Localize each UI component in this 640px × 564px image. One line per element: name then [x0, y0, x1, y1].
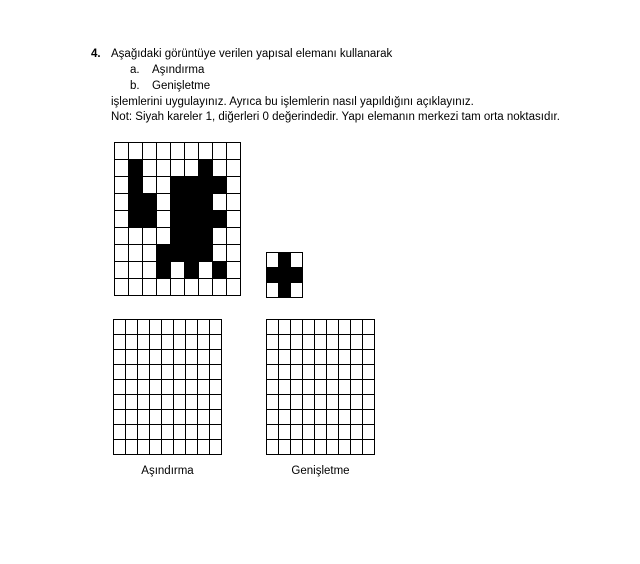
grid-cell	[363, 350, 375, 365]
grid-cell	[351, 395, 363, 410]
grid-cell	[114, 350, 126, 365]
grid-cell	[185, 211, 199, 228]
grid-cell	[185, 160, 199, 177]
grid-cell	[315, 395, 327, 410]
grid-cell	[327, 365, 339, 380]
grid-cell	[186, 335, 198, 350]
grid-cell	[138, 335, 150, 350]
grid-cell	[114, 440, 126, 455]
grid-cell	[126, 365, 138, 380]
grid-cell	[210, 425, 222, 440]
grid-cell	[143, 194, 157, 211]
option-b-label: Genişletme	[152, 80, 211, 92]
grid-cell	[199, 194, 213, 211]
grid-cell	[186, 365, 198, 380]
grid-cell	[198, 440, 210, 455]
grid-cell	[150, 350, 162, 365]
grid-cell	[279, 320, 291, 335]
grid-cell	[171, 279, 185, 296]
grid-cell	[162, 365, 174, 380]
grid-cell	[291, 253, 303, 268]
grid-cell	[339, 380, 351, 395]
grid-cell	[327, 380, 339, 395]
grid-cell	[115, 160, 129, 177]
grid-cell	[291, 410, 303, 425]
grid-cell	[291, 268, 303, 283]
grid-cell	[267, 395, 279, 410]
grid-cell	[114, 395, 126, 410]
grid-cell	[291, 380, 303, 395]
grid-cell	[150, 410, 162, 425]
grid-cell	[171, 211, 185, 228]
grid-cell	[129, 177, 143, 194]
grid-cell	[129, 228, 143, 245]
grid-cell	[339, 365, 351, 380]
grid-cell	[213, 194, 227, 211]
grid-cell	[114, 410, 126, 425]
grid-cell	[174, 395, 186, 410]
option-a-label: Aşındırma	[152, 64, 205, 76]
grid-cell	[291, 440, 303, 455]
grid-cell	[339, 440, 351, 455]
grid-cell	[185, 177, 199, 194]
grid-cell	[198, 350, 210, 365]
grid-cell	[315, 320, 327, 335]
grid-cell	[171, 177, 185, 194]
grid-cell	[129, 279, 143, 296]
grid-cell	[213, 177, 227, 194]
grid-cell	[126, 440, 138, 455]
grid-cell	[157, 279, 171, 296]
grid-cell	[199, 177, 213, 194]
grid-cell	[210, 350, 222, 365]
grid-cell	[162, 395, 174, 410]
grid-cell	[185, 194, 199, 211]
grid-cell	[303, 410, 315, 425]
grid-cell	[171, 194, 185, 211]
grid-cell	[291, 395, 303, 410]
grid-cell	[150, 440, 162, 455]
grid-cell	[291, 425, 303, 440]
grid-cell	[171, 160, 185, 177]
grid-cell	[327, 320, 339, 335]
dilation-answer-grid	[266, 319, 375, 455]
grid-cell	[363, 380, 375, 395]
grid-cell	[315, 410, 327, 425]
grid-cell	[126, 395, 138, 410]
grid-cell	[143, 143, 157, 160]
grid-cell	[157, 211, 171, 228]
grid-cell	[279, 350, 291, 365]
grid-cell	[143, 177, 157, 194]
grid-cell	[143, 160, 157, 177]
grid-cell	[150, 380, 162, 395]
grid-cell	[115, 194, 129, 211]
grid-cell	[115, 279, 129, 296]
dilation-caption: Genişletme	[291, 465, 350, 477]
grid-cell	[162, 380, 174, 395]
grid-cell	[126, 410, 138, 425]
grid-cell	[129, 262, 143, 279]
grid-cell	[279, 365, 291, 380]
grid-cell	[279, 410, 291, 425]
grid-cell	[114, 320, 126, 335]
option-a-letter: a.	[130, 64, 140, 76]
grid-cell	[267, 365, 279, 380]
grid-cell	[157, 245, 171, 262]
input-image-grid	[114, 142, 241, 296]
grid-cell	[115, 245, 129, 262]
grid-cell	[210, 335, 222, 350]
option-b-letter: b.	[130, 80, 140, 92]
grid-cell	[114, 425, 126, 440]
grid-cell	[157, 262, 171, 279]
grid-cell	[162, 440, 174, 455]
grid-cell	[363, 365, 375, 380]
grid-cell	[303, 425, 315, 440]
question-prompt: Aşağıdaki görüntüye verilen yapısal elemanı kullanarak	[111, 48, 393, 60]
grid-cell	[199, 279, 213, 296]
grid-cell	[210, 410, 222, 425]
grid-cell	[279, 253, 291, 268]
grid-cell	[339, 335, 351, 350]
grid-cell	[315, 425, 327, 440]
grid-cell	[150, 425, 162, 440]
grid-cell	[138, 380, 150, 395]
grid-cell	[227, 194, 241, 211]
grid-cell	[327, 425, 339, 440]
grid-cell	[303, 335, 315, 350]
grid-cell	[115, 211, 129, 228]
grid-cell	[213, 279, 227, 296]
grid-cell	[115, 228, 129, 245]
grid-cell	[185, 262, 199, 279]
grid-cell	[126, 425, 138, 440]
grid-cell	[199, 262, 213, 279]
grid-cell	[363, 335, 375, 350]
grid-cell	[351, 365, 363, 380]
grid-cell	[327, 335, 339, 350]
grid-cell	[213, 262, 227, 279]
grid-cell	[210, 395, 222, 410]
grid-cell	[363, 425, 375, 440]
grid-cell	[138, 410, 150, 425]
grid-cell	[279, 440, 291, 455]
grid-cell	[213, 211, 227, 228]
grid-cell	[143, 279, 157, 296]
grid-cell	[199, 143, 213, 160]
grid-cell	[157, 177, 171, 194]
grid-cell	[327, 395, 339, 410]
grid-cell	[363, 320, 375, 335]
grid-cell	[351, 425, 363, 440]
grid-cell	[138, 395, 150, 410]
grid-cell	[351, 335, 363, 350]
grid-cell	[126, 350, 138, 365]
grid-cell	[279, 283, 291, 298]
grid-cell	[267, 410, 279, 425]
grid-cell	[363, 410, 375, 425]
grid-cell	[157, 143, 171, 160]
grid-cell	[198, 395, 210, 410]
grid-cell	[267, 283, 279, 298]
grid-cell	[186, 320, 198, 335]
grid-cell	[327, 410, 339, 425]
grid-cell	[162, 335, 174, 350]
grid-cell	[279, 395, 291, 410]
grid-cell	[339, 425, 351, 440]
grid-cell	[291, 350, 303, 365]
question-number: 4.	[91, 48, 101, 60]
grid-cell	[143, 262, 157, 279]
grid-cell	[174, 380, 186, 395]
grid-cell	[129, 245, 143, 262]
grid-cell	[327, 440, 339, 455]
grid-cell	[114, 365, 126, 380]
grid-cell	[291, 365, 303, 380]
grid-cell	[150, 320, 162, 335]
grid-cell	[351, 320, 363, 335]
grid-cell	[198, 380, 210, 395]
grid-cell	[199, 160, 213, 177]
grid-cell	[291, 335, 303, 350]
grid-cell	[279, 335, 291, 350]
grid-cell	[303, 440, 315, 455]
grid-cell	[185, 245, 199, 262]
grid-cell	[162, 410, 174, 425]
grid-cell	[351, 440, 363, 455]
grid-cell	[279, 380, 291, 395]
grid-cell	[157, 194, 171, 211]
grid-cell	[315, 335, 327, 350]
grid-cell	[291, 283, 303, 298]
grid-cell	[174, 350, 186, 365]
grid-cell	[171, 228, 185, 245]
grid-cell	[267, 335, 279, 350]
grid-cell	[138, 440, 150, 455]
grid-cell	[198, 365, 210, 380]
grid-cell	[150, 335, 162, 350]
grid-cell	[171, 143, 185, 160]
grid-cell	[315, 365, 327, 380]
grid-cell	[174, 410, 186, 425]
grid-cell	[174, 365, 186, 380]
grid-cell	[174, 440, 186, 455]
grid-cell	[198, 410, 210, 425]
grid-cell	[210, 380, 222, 395]
grid-cell	[162, 350, 174, 365]
grid-cell	[315, 440, 327, 455]
grid-cell	[210, 365, 222, 380]
grid-cell	[363, 395, 375, 410]
grid-cell	[114, 335, 126, 350]
grid-cell	[115, 262, 129, 279]
grid-cell	[186, 380, 198, 395]
grid-cell	[351, 410, 363, 425]
grid-cell	[150, 395, 162, 410]
grid-cell	[210, 440, 222, 455]
grid-cell	[114, 380, 126, 395]
grid-cell	[138, 365, 150, 380]
grid-cell	[227, 177, 241, 194]
grid-cell	[279, 268, 291, 283]
grid-cell	[129, 211, 143, 228]
grid-cell	[186, 440, 198, 455]
grid-cell	[186, 395, 198, 410]
grid-cell	[115, 143, 129, 160]
grid-cell	[213, 160, 227, 177]
grid-cell	[129, 160, 143, 177]
grid-cell	[351, 380, 363, 395]
instruction-text: işlemlerini uygulayınız. Ayrıca bu işlemlerin nasıl yapıldığını açıklayınız.	[111, 96, 474, 108]
grid-cell	[198, 320, 210, 335]
grid-cell	[126, 320, 138, 335]
grid-cell	[303, 350, 315, 365]
grid-cell	[199, 245, 213, 262]
grid-cell	[174, 425, 186, 440]
grid-cell	[339, 410, 351, 425]
grid-cell	[227, 245, 241, 262]
grid-cell	[267, 253, 279, 268]
grid-cell	[186, 410, 198, 425]
grid-cell	[199, 228, 213, 245]
grid-cell	[327, 350, 339, 365]
grid-cell	[185, 228, 199, 245]
grid-cell	[171, 245, 185, 262]
grid-cell	[267, 425, 279, 440]
grid-cell	[157, 160, 171, 177]
grid-cell	[267, 350, 279, 365]
grid-cell	[129, 194, 143, 211]
grid-cell	[143, 245, 157, 262]
grid-cell	[126, 380, 138, 395]
grid-cell	[351, 350, 363, 365]
grid-cell	[303, 320, 315, 335]
grid-cell	[115, 177, 129, 194]
grid-cell	[162, 425, 174, 440]
grid-cell	[315, 350, 327, 365]
grid-cell	[198, 425, 210, 440]
grid-cell	[213, 143, 227, 160]
erosion-caption: Aşındırma	[141, 465, 194, 477]
structuring-element-grid	[266, 252, 303, 298]
grid-cell	[213, 245, 227, 262]
grid-cell	[303, 380, 315, 395]
grid-cell	[227, 143, 241, 160]
erosion-answer-grid	[113, 319, 222, 455]
grid-cell	[162, 320, 174, 335]
grid-cell	[150, 365, 162, 380]
grid-cell	[303, 365, 315, 380]
grid-cell	[227, 160, 241, 177]
grid-cell	[186, 425, 198, 440]
grid-cell	[185, 143, 199, 160]
grid-cell	[267, 380, 279, 395]
grid-cell	[126, 335, 138, 350]
grid-cell	[227, 279, 241, 296]
grid-cell	[174, 335, 186, 350]
grid-cell	[303, 395, 315, 410]
grid-cell	[291, 320, 303, 335]
grid-cell	[267, 320, 279, 335]
note-text: Not: Siyah kareler 1, diğerleri 0 değerindedir. Yapı elemanın merkezi tam orta noktasıdır.	[111, 111, 560, 123]
grid-cell	[339, 320, 351, 335]
grid-cell	[198, 335, 210, 350]
grid-cell	[129, 143, 143, 160]
grid-cell	[339, 395, 351, 410]
grid-cell	[279, 425, 291, 440]
grid-cell	[227, 228, 241, 245]
grid-cell	[174, 320, 186, 335]
grid-cell	[199, 211, 213, 228]
grid-cell	[138, 350, 150, 365]
grid-cell	[143, 228, 157, 245]
grid-cell	[143, 211, 157, 228]
grid-cell	[186, 350, 198, 365]
grid-cell	[185, 279, 199, 296]
grid-cell	[315, 380, 327, 395]
grid-cell	[227, 262, 241, 279]
grid-cell	[171, 262, 185, 279]
grid-cell	[267, 440, 279, 455]
grid-cell	[210, 320, 222, 335]
grid-cell	[213, 228, 227, 245]
grid-cell	[157, 228, 171, 245]
grid-cell	[138, 320, 150, 335]
grid-cell	[138, 425, 150, 440]
grid-cell	[363, 440, 375, 455]
grid-cell	[227, 211, 241, 228]
grid-cell	[267, 268, 279, 283]
grid-cell	[339, 350, 351, 365]
